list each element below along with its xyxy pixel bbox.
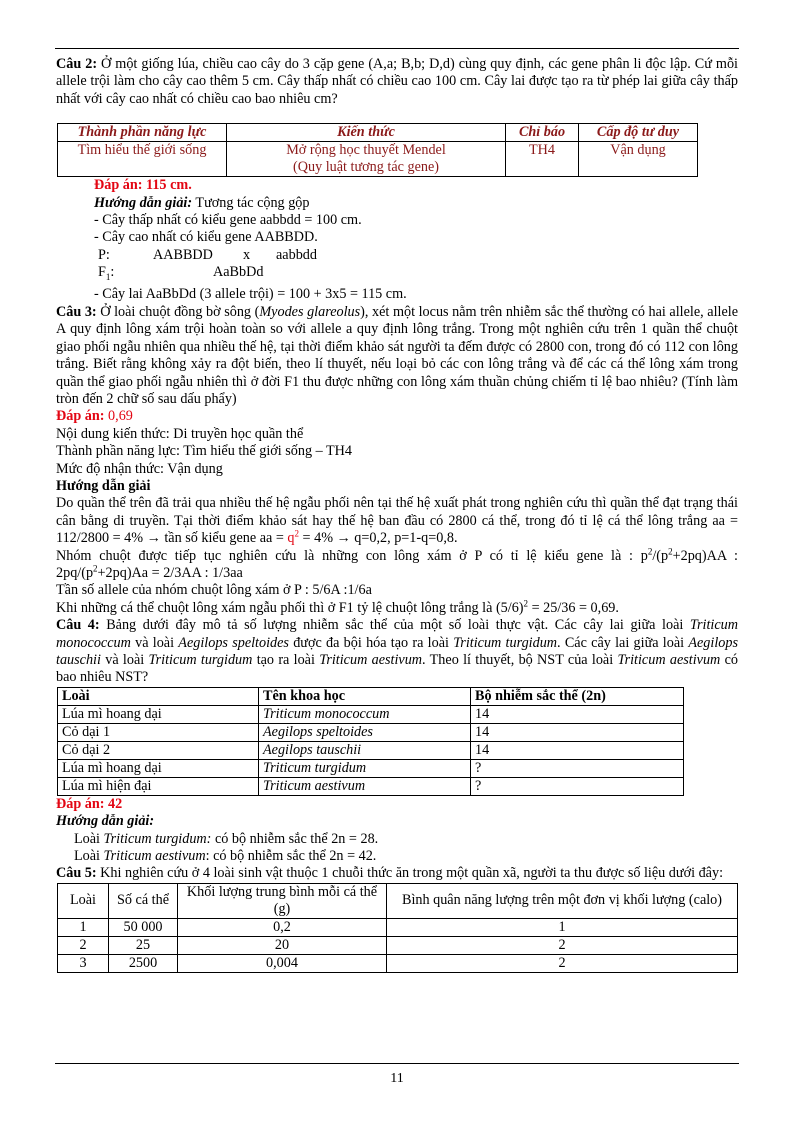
question-text: ), xét một locus nằm trên nhiễm sắc thể thường có hai allele, allele A quy định lông xám trội hoàn toàn so với allele a quy định lông trắng. Trong một nghiên cứu trên 1 quần thể chuột giao phối ngẫu nhiên qua nhiều thế hệ, tại thời điểm khảo sát người ta đếm được có 2800 con, trong đó có 112 con lông trắng. Biết rằng không xảy ra đột biến, theo lí thuyết, nếu loại bỏ các con lông trắng và để các cá thể lông xám trong quần thể giao phối ngẫu nhiên thì ở đời F1 thu được những con lông xám thuần chủng chiếm tỉ lệ bao nhiêu? (Tính làm tròn đến 2 chữ số sau dấu phẩy) bbox=[56, 303, 738, 407]
guide-label: Hướng dẫn giải: bbox=[56, 813, 155, 830]
table-header: Bộ nhiễm sắc thể (2n) bbox=[471, 687, 684, 705]
guide-paragraph bbox=[56, 600, 738, 617]
guide-text: = 4% → q=0,2, p=1-q=0,8. bbox=[299, 530, 458, 547]
table-cell: 20 bbox=[178, 936, 387, 954]
cross-colon: : bbox=[110, 264, 115, 281]
question-3 bbox=[56, 304, 738, 408]
table-cell: Aegilops speltoides bbox=[259, 723, 471, 741]
cross-label: F bbox=[98, 264, 106, 281]
guide-text: = 25/36 = 0,69. bbox=[528, 599, 619, 616]
competency-table bbox=[57, 123, 698, 177]
species-name: Triticum aestivum bbox=[319, 652, 423, 669]
guide-text: /(p bbox=[652, 547, 669, 564]
superscript: 2 bbox=[93, 563, 98, 574]
info-line: Nội dung kiến thức: Di truyền học quần thể bbox=[56, 425, 304, 442]
table-header: Bình quân năng lượng trên một đơn vị khối lượng (calo) bbox=[387, 883, 738, 918]
solution-text: Loài bbox=[74, 848, 104, 865]
genotype: AABBDD bbox=[153, 246, 213, 263]
table-header: Chỉ báo bbox=[506, 124, 579, 142]
question-text: . Theo lí thuyết, bộ NST của loài bbox=[422, 652, 618, 669]
genotype: AaBbDd bbox=[213, 264, 264, 281]
table-row bbox=[58, 723, 684, 741]
table-row bbox=[58, 936, 738, 954]
guide-label: Hướng dẫn giải bbox=[56, 477, 151, 494]
guide-text: +2pq)AA : 2pq/(p bbox=[56, 547, 738, 581]
table-cell: 3 bbox=[58, 954, 109, 972]
table-cell: Cỏ dại 1 bbox=[58, 723, 259, 741]
table-cell: 25 bbox=[109, 936, 178, 954]
question-text: và loài bbox=[100, 652, 149, 669]
guide-text: Nhóm chuột được tiếp tục nghiên cứu là những con lông xám ở P có tỉ lệ kiểu gene là : p bbox=[56, 547, 648, 564]
solution-line bbox=[56, 848, 738, 865]
table-row bbox=[58, 741, 684, 759]
guide-label: Hướng dẫn giải: bbox=[94, 194, 193, 211]
table-header: Loài bbox=[58, 687, 259, 705]
footer-rule bbox=[55, 1063, 739, 1064]
table-cell: Triticum monococcum bbox=[259, 705, 471, 723]
cross-p bbox=[56, 247, 738, 264]
table-row bbox=[58, 954, 738, 972]
superscript: 2 bbox=[647, 545, 653, 556]
question-text: tạo ra loài bbox=[252, 652, 320, 669]
table-cell: Triticum aestivum bbox=[259, 777, 471, 795]
table-cell: 0,2 bbox=[178, 918, 387, 936]
info-line: Thành phần năng lực: Tìm hiểu thế giới sống – TH4 bbox=[56, 443, 353, 460]
species-name: Triticum turgidum bbox=[148, 652, 253, 669]
solution-line: - Cây thấp nhất có kiểu gene aabbdd = 100 cm. bbox=[94, 212, 362, 229]
species-name: Myodes glareolus bbox=[259, 303, 361, 320]
question-label: Câu 2: bbox=[56, 56, 98, 72]
answer-value: 0,69 bbox=[104, 408, 133, 425]
question-text: có bao nhiêu NST? bbox=[56, 652, 738, 686]
question-label: Câu 4: bbox=[56, 617, 100, 634]
table-cell: Vận dụng bbox=[579, 142, 698, 177]
question-text: Ở một giống lúa, chiều cao cây do 3 cặp gene (A,a; B,b; D,d) cùng quy định, các gene phân li độc lập. Cứ mỗi allele trội làm cho cây cao thêm 5 cm. Cây thấp nhất có chiều cao 100 cm. Cây lai được tạo ra từ phép lai giữa cây thấp nhất với cây cao nhất có chiều cao bao nhiêu cm? bbox=[56, 56, 738, 107]
guide-text: Do quần thể trên đã trải qua nhiều thế hệ ngẫu phối nên tại thế hệ xuất phát trong nghiên cứu thì quần thể đạt trạng thái cân bằng di truyền. Tại thời điểm khảo sát hay thế hệ ban đầu có 2800 cá thể, trong đó tỉ lệ cá thể lông trắng aa = 112/2800 = 4% → tần số kiểu gene aa = bbox=[56, 495, 738, 547]
species-name: Triticum turgidum bbox=[453, 634, 558, 651]
guide-text: Khi những cá thể chuột lông xám ngẫu phối thì ở F1 tỷ lệ chuột lông trắng là (5/6) bbox=[56, 599, 524, 616]
highlight-q2 bbox=[287, 530, 299, 546]
table-header: Cấp độ tư duy bbox=[579, 124, 698, 142]
q-symbol: q bbox=[287, 530, 295, 547]
species-name: Triticum aestivum bbox=[617, 652, 721, 669]
cross-label: P: bbox=[98, 246, 110, 263]
table-cell: 2 bbox=[387, 954, 738, 972]
question-5 bbox=[56, 865, 738, 882]
table-header: Kiến thức bbox=[227, 124, 506, 142]
question-label: Câu 5: bbox=[56, 865, 97, 882]
table-cell: ? bbox=[471, 759, 684, 777]
table-cell: 0,004 bbox=[178, 954, 387, 972]
genotype: aabbdd bbox=[276, 246, 317, 263]
table-cell: 1 bbox=[387, 918, 738, 936]
table-row bbox=[58, 918, 738, 936]
answer: Đáp án: 42 bbox=[56, 795, 123, 812]
answer-label: Đáp án: bbox=[56, 408, 105, 425]
table-cell: Tìm hiểu thế giới sống bbox=[58, 142, 227, 177]
question-label: Câu 3: bbox=[56, 303, 97, 320]
cell-line: Mở rộng học thuyết Mendel bbox=[286, 142, 446, 159]
table-header: Loài bbox=[58, 883, 109, 918]
solution-line: - Cây cao nhất có kiểu gene AABBDD. bbox=[94, 229, 318, 246]
table-cell: 14 bbox=[471, 723, 684, 741]
table-header: Số cá thể bbox=[109, 883, 178, 918]
question-text: Khi nghiên cứu ở 4 loài sinh vật thuộc 1 chuỗi thức ăn trong một quần xã, người ta thu được số liệu dưới đây: bbox=[96, 865, 724, 882]
header-rule bbox=[55, 48, 739, 49]
species-name: Triticum aestivum bbox=[103, 848, 206, 865]
guide-text: +2pq)Aa = 2/3AA : 1/3aa bbox=[97, 564, 243, 581]
table-cell: Lúa mì hoang dại bbox=[58, 705, 259, 723]
superscript: 2 bbox=[294, 528, 299, 539]
species-name: Aegilops tauschii bbox=[56, 634, 738, 669]
table-row bbox=[58, 705, 684, 723]
cross-f1 bbox=[56, 264, 738, 286]
question-text: Bảng dưới đây mô tả số lượng nhiễm sắc thể của một số loài thực vật. Các cây lai giữa loài bbox=[99, 617, 690, 634]
table-header: Khối lượng trung bình mỗi cá thể (g) bbox=[178, 883, 387, 918]
table-cell: ? bbox=[471, 777, 684, 795]
guide-paragraph bbox=[56, 545, 738, 583]
table-cell: 1 bbox=[58, 918, 109, 936]
solution-line bbox=[56, 831, 738, 848]
cross-sign: x bbox=[243, 246, 251, 263]
guide-text: Tương tác cộng gộp bbox=[192, 194, 310, 211]
table-cell: Lúa mì hoang dại bbox=[58, 759, 259, 777]
species-name: Triticum turgidum: bbox=[103, 830, 212, 847]
guide-paragraph: Tần số allele của nhóm chuột lông xám ở P : 5/6A :1/6a bbox=[56, 582, 372, 599]
subscript: 1 bbox=[105, 272, 111, 283]
energy-table bbox=[57, 883, 738, 973]
table-cell: 14 bbox=[471, 741, 684, 759]
table-row bbox=[58, 759, 684, 777]
table-cell: Cỏ dại 2 bbox=[58, 741, 259, 759]
table-header: Tên khoa học bbox=[259, 687, 471, 705]
table-cell bbox=[227, 142, 506, 177]
superscript: 2 bbox=[668, 545, 673, 556]
table-cell: Lúa mì hiện đại bbox=[58, 777, 259, 795]
guide bbox=[56, 195, 738, 212]
question-text: Ở loài chuột đồng bờ sông ( bbox=[96, 303, 260, 320]
table-cell: Triticum turgidum bbox=[259, 759, 471, 777]
answer: Đáp án: 115 cm. bbox=[94, 177, 192, 194]
cell-line: (Quy luật tương tác gene) bbox=[293, 159, 439, 176]
table-cell: 14 bbox=[471, 705, 684, 723]
table-cell: TH4 bbox=[506, 142, 579, 177]
solution-line: - Cây lai AaBbDd (3 allele trội) = 100 + 3x5 = 115 cm. bbox=[94, 286, 407, 303]
page-content bbox=[56, 56, 738, 973]
table-cell: 2 bbox=[387, 936, 738, 954]
question-4 bbox=[56, 617, 738, 687]
table-cell: 2 bbox=[58, 936, 109, 954]
solution-text: có bộ nhiễm sắc thể 2n = 28. bbox=[211, 830, 379, 847]
page-number: 11 bbox=[390, 1071, 404, 1086]
species-name: Aegilops speltoides bbox=[178, 634, 289, 651]
chromosome-table bbox=[57, 687, 684, 796]
question-2 bbox=[56, 56, 738, 108]
question-text: . Các cây lai giữa loài bbox=[557, 634, 689, 651]
guide-paragraph bbox=[56, 495, 738, 547]
table-header: Thành phần năng lực bbox=[58, 124, 227, 142]
table-cell: Aegilops tauschii bbox=[259, 741, 471, 759]
solution-text: Loài bbox=[74, 830, 104, 847]
superscript: 2 bbox=[523, 598, 529, 609]
answer bbox=[56, 408, 738, 425]
question-text: được đa bội hóa tạo ra loài bbox=[288, 634, 454, 651]
info-line: Mức độ nhận thức: Vận dụng bbox=[56, 460, 223, 477]
table-row bbox=[58, 777, 684, 795]
solution-text: : có bộ nhiễm sắc thể 2n = 42. bbox=[205, 848, 377, 865]
table-cell: 50 000 bbox=[109, 918, 178, 936]
species-name: Triticum monococcum bbox=[56, 617, 738, 651]
question-text: và loài bbox=[130, 634, 179, 651]
table-cell: 2500 bbox=[109, 954, 178, 972]
